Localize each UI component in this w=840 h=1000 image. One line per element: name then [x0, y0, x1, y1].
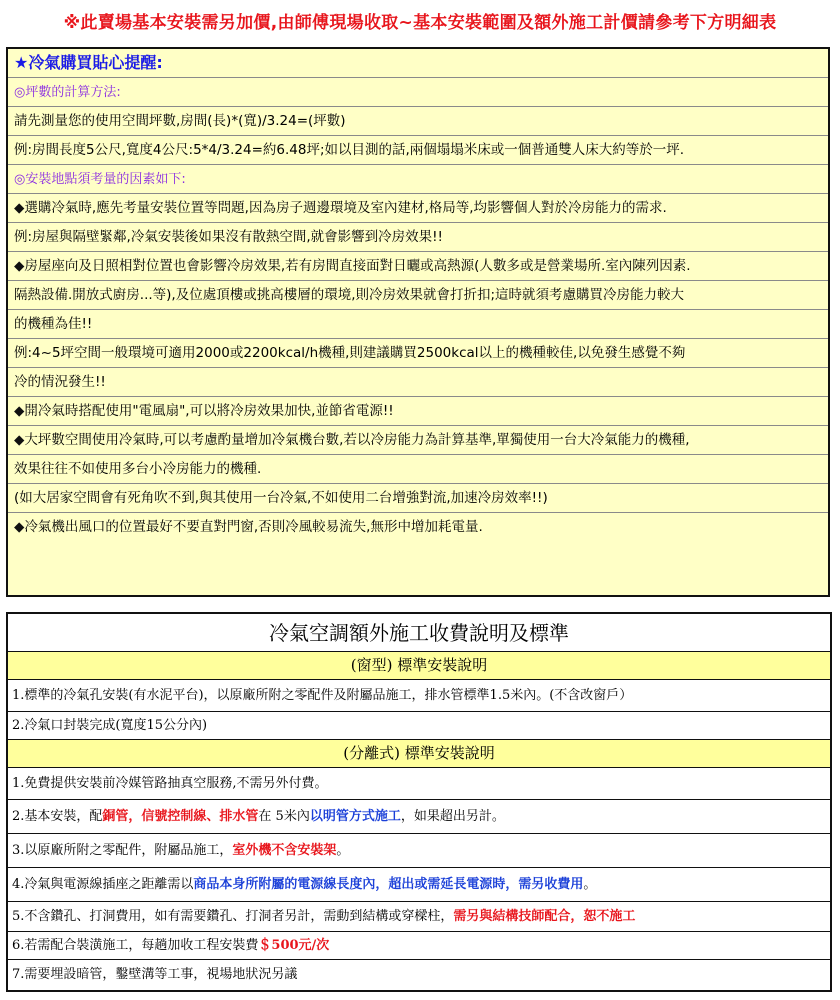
- fee-row: 7.需要埋設暗管，鑿壁溝等工事，視場地狀況另議: [12, 967, 298, 982]
- tips-section-location-title-row: [8, 165, 828, 194]
- tips-line-text: 冷氣機出風口的位置最好不要直對門窗,否則冷風較易流失,無形中增加耗電量.: [24, 519, 483, 535]
- fee-text: 4.冷氣與電源線插座之距離需以: [12, 877, 194, 892]
- tips-line-text: 房屋座向及日照相對位置也會影響冷房效果,若有房間直接面對日曬或高熱源(人數多或是營業場所.室內陳列因素.: [24, 258, 691, 274]
- diamond-bullet-icon: ◆: [14, 200, 25, 216]
- tips-line: 例:房屋與隔壁緊鄰,冷氣安裝後如果沒有散熱空間,就會影響到冷房效果!!: [8, 223, 828, 252]
- fee-price: ＄500元/次: [258, 938, 330, 953]
- fee-highlight-red: 室外機不含安裝架: [232, 843, 337, 858]
- fee-highlight-blue: 商品本身所附屬的電源線長度內，超出或需延長電源時，需另收費用: [193, 877, 584, 892]
- tips-line: 隔熱設備.開放式廚房...等),及位處頂樓或挑高樓層的環境,則冷房效果就會打折扣;這時就須考慮購買冷房能力較大: [8, 281, 828, 310]
- fee-highlight-red: 銅管，信號控制線、排水管: [102, 809, 259, 824]
- installation-fee-table: [6, 612, 832, 992]
- tips-bullet-line: [8, 252, 828, 281]
- tips-bullet-line: [8, 426, 828, 455]
- tips-line-text: 開冷氣時搭配使用"電風扇",可以將冷房效果加快,並節省電源!!: [24, 403, 394, 419]
- fee-text: 5.不含鑽孔、打洞費用，如有需要鑽孔、打洞者另計，需動到結構或穿樑柱，: [12, 909, 454, 924]
- tips-title: ★冷氣購買貼心提醒:: [14, 53, 163, 72]
- tips-line: 例:房間長度5公尺,寬度4公尺:5*4/3.24=約6.48坪;如以目測的話,兩個塌塌米床或一個普通雙人床大約等於一坪.: [8, 136, 828, 165]
- tips-bullet-line: [8, 397, 828, 426]
- tips-line-text: 選購冷氣時,應先考量安裝位置等問題,因為房子週邊環境及室內建材,格局等,均影響個人對於冷房能力的需求.: [24, 200, 667, 216]
- tips-line: 冷的情況發生!!: [8, 368, 828, 397]
- install-price-notice: ※此賣場基本安裝需另加價,由師傅現場收取~基本安裝範圍及額外施工計價請參考下方明細表: [63, 13, 777, 33]
- fee-text: 6.若需配合裝潢施工，每趟加收工程安裝費: [12, 938, 259, 953]
- tips-line: 的機種為佳!!: [8, 310, 828, 339]
- fee-row: 2.冷氣口封裝完成(寬度15公分內): [8, 712, 830, 740]
- split-type-header: (分離式) 標準安裝說明: [8, 740, 830, 768]
- diamond-bullet-icon: ◆: [14, 403, 25, 419]
- tips-line: (如大居家空間會有死角吹不到,與其使用一台冷氣,不如使用二台增強對流,加速冷房效率!!): [8, 484, 828, 513]
- diamond-bullet-icon: ◆: [14, 432, 25, 448]
- fee-highlight-blue: 以明管方式施工: [309, 809, 401, 824]
- fee-row: 1.標準的冷氣孔安裝(有水泥平台)，以原廠所附之零配件及附屬品施工，排水管標準1.5米內。(不含改窗戶）: [8, 680, 830, 712]
- tips-line-text: 大坪數空間使用冷氣時,可以考慮酌量增加冷氣機台數,若以冷房能力為計算基準,單獨使用一台大冷氣能力的機種,: [24, 432, 690, 448]
- fee-row: [8, 902, 830, 932]
- fee-text: 2.基本安裝，配: [12, 809, 103, 824]
- fee-text: 在 5米內: [258, 809, 310, 824]
- fee-row: [8, 868, 830, 902]
- fee-table-title: 冷氣空調額外施工收費說明及標準: [8, 614, 830, 652]
- tips-section-ping-title-row: [8, 78, 828, 107]
- fee-row: [8, 834, 830, 868]
- tips-section-ping-title: ◎坪數的計算方法:: [14, 85, 121, 100]
- fee-text: ，如果超出另計。: [400, 809, 505, 824]
- fee-text: 。: [336, 843, 350, 858]
- diamond-bullet-icon: ◆: [14, 258, 25, 274]
- window-type-header: (窗型) 標準安裝說明: [8, 652, 830, 680]
- tips-line: 請先測量您的使用空間坪數,房間(長)*(寬)/3.24=(坪數): [8, 107, 828, 136]
- fee-row: [8, 932, 830, 960]
- tips-title-row: [8, 49, 828, 78]
- tips-section-location-title: ◎安裝地點須考量的因素如下:: [14, 172, 186, 187]
- tips-bullet-line: [8, 194, 828, 223]
- tips-line: 例:4~5坪空間一般環境可適用2000或2200kcal/h機種,則建議購買2500kcal以上的機種較佳,以免發生感覺不夠: [8, 339, 828, 368]
- fee-row: [8, 800, 830, 834]
- fee-row: 1.免費提供安裝前冷媒管路抽真空服務,不需另外付費。: [8, 768, 830, 800]
- fee-highlight-red: 需另與結構技師配合，恕不施工: [453, 909, 636, 924]
- tips-line: 效果往往不如使用多台小冷房能力的機種.: [8, 455, 828, 484]
- diamond-bullet-icon: ◆: [14, 519, 25, 535]
- fee-text: 3.以原廠所附之零配件，附屬品施工，: [12, 843, 233, 858]
- purchase-tips-panel: [6, 47, 830, 597]
- fee-text: 。: [583, 877, 597, 892]
- tips-bullet-line: [8, 513, 828, 542]
